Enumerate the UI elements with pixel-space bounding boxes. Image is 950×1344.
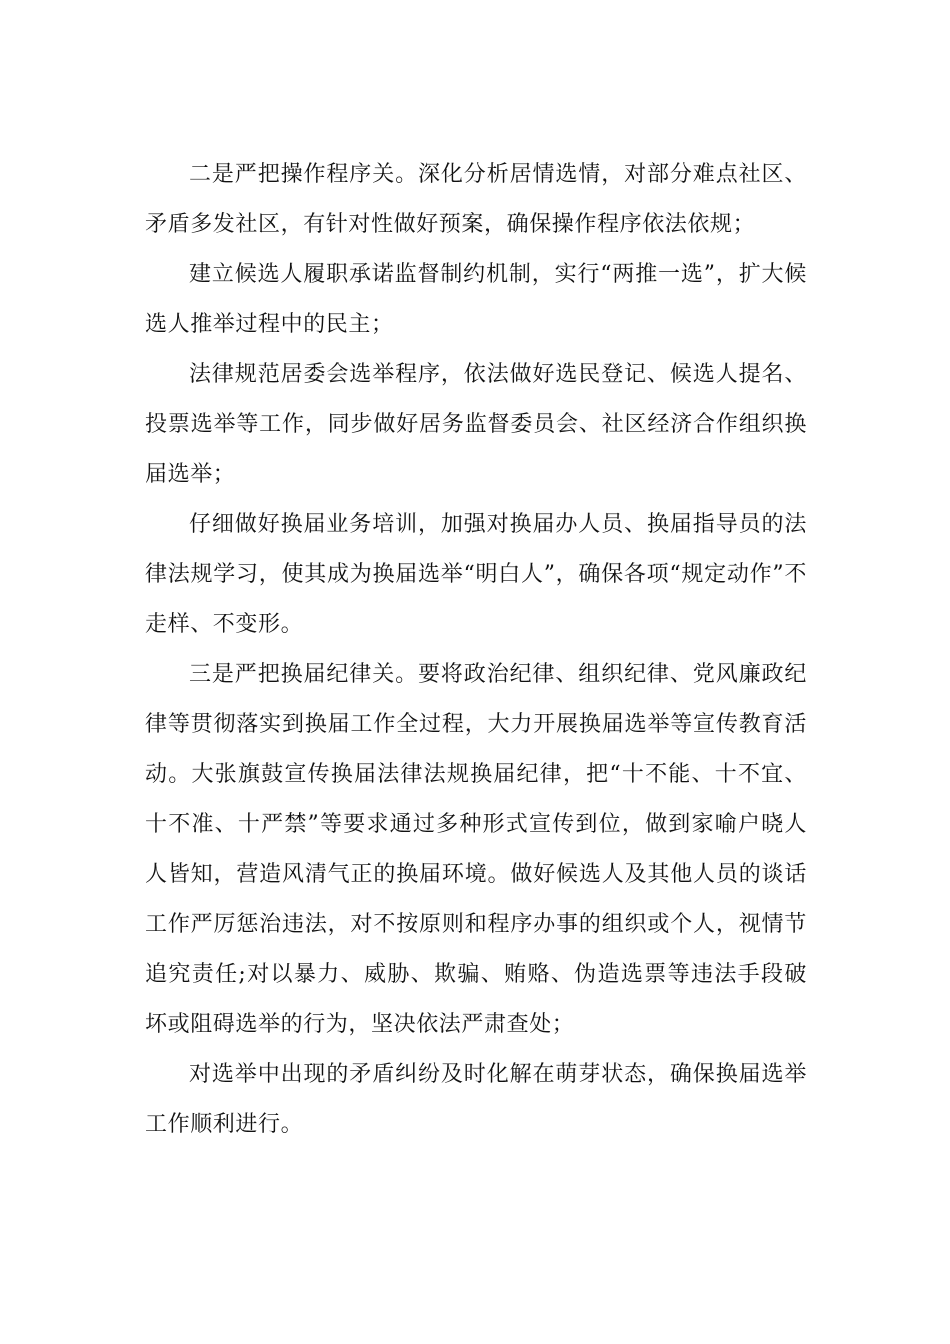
paragraph-election-procedure: 法律规范居委会选举程序，依法做好选民登记、候选人提名、投票选举等工作，同步做好居务监督委员会、社区经济合作组织换届选举；: [145, 362, 807, 487]
paragraph-candidate-supervision: 建立候选人履职承诺监督制约机制，实行“两推一选”，扩大候选人推举过程中的民主；: [145, 262, 807, 337]
document-body: [145, 150, 807, 1150]
paragraph-training: 仔细做好换届业务培训，加强对换届办人员、换届指导员的法律法规学习，使其成为换届选举“明白人”，确保各项“规定动作”不走样、不变形。: [145, 512, 807, 637]
paragraph-election-discipline: 三是严把换届纪律关。要将政治纪律、组织纪律、党风廉政纪律等贯彻落实到换届工作全过程，大力开展换届选举等宣传教育活动。大张旗鼓宣传换届法律法规换届纪律，把“十不能、十不宜、十不准、十严禁”等要求通过多种形式宣传到位，做到家喻户晓人人皆知，营造风清气正的换届环境。做好候选人及其他人员的谈话工作严厉惩治违法，对不按原则和程序办事的组织或个人，视情节追究责任;对以暴力、威胁、欺骗、贿赂、伪造选票等违法手段破坏或阻碍选举的行为，坚决依法严肃查处；: [145, 662, 807, 1037]
paragraph-dispute-resolution: 对选举中出现的矛盾纠纷及时化解在萌芽状态，确保换届选举工作顺利进行。: [145, 1062, 807, 1137]
paragraph-operation-procedure: 二是严把操作程序关。深化分析居情选情，对部分难点社区、矛盾多发社区，有针对性做好预案，确保操作程序依法依规；: [145, 162, 807, 237]
